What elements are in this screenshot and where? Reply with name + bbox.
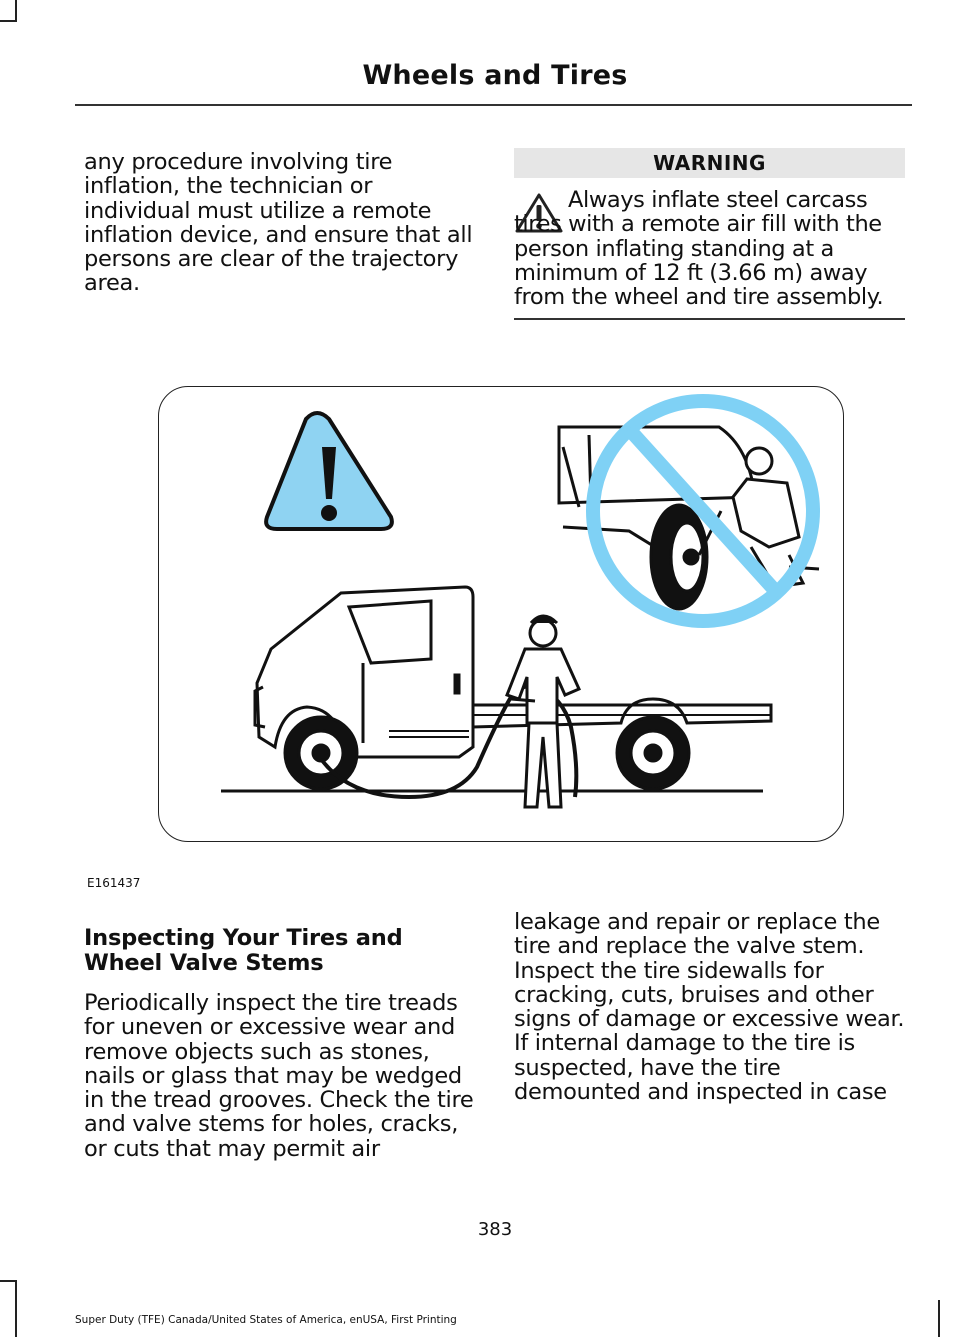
crop-mark bbox=[0, 20, 17, 22]
section-heading bbox=[84, 926, 403, 975]
crop-mark bbox=[15, 0, 17, 20]
warning-label: WARNING bbox=[514, 148, 905, 178]
warning-triangle-icon bbox=[266, 413, 392, 529]
page-number: 383 bbox=[477, 1219, 513, 1240]
section-left-column bbox=[84, 991, 476, 1161]
edition-footer: Super Duty (TFE) Canada/United States of America, enUSA, First Printing bbox=[75, 1314, 457, 1326]
crop-mark bbox=[15, 1280, 17, 1337]
crop-mark bbox=[938, 1300, 940, 1337]
section-paragraph-right: leakage and repair or replace the tire and replace the valve stem. Inspect the tire sidewalls for cracking, cuts, bruises and other signs of damage or excessive wear. If internal damage to the tire is suspected, have the tire demounted and inspected in case bbox=[514, 909, 905, 1106]
header-divider bbox=[75, 104, 912, 106]
illustration-canvas bbox=[159, 387, 844, 842]
section-right-column bbox=[514, 910, 910, 1104]
page-title: Wheels and Tires bbox=[362, 60, 628, 91]
warning-text-rest: tires with a remote air fill with the person inflating standing at a minimum of 12 ft (3.66 m) away from the wheel and tire assembly. bbox=[514, 211, 884, 311]
left-column-text bbox=[84, 150, 474, 296]
warning-text-line1: Always inflate steel carcass bbox=[568, 187, 868, 213]
tire-inflation-illustration bbox=[158, 386, 844, 842]
section-heading-line1: Inspecting Your Tires and bbox=[84, 925, 403, 951]
warning-text bbox=[514, 188, 909, 309]
section-heading-line2: Wheel Valve Stems bbox=[84, 949, 324, 976]
section-paragraph-left: Periodically inspect the tire treads for uneven or excessive wear and remove objects such as stones, nails or glass that may be wedged in the tread grooves. Check the tire and valve stems for holes, cracks, or cuts that may permit air bbox=[84, 990, 474, 1162]
figure-id: E161437 bbox=[87, 876, 141, 890]
crop-mark bbox=[0, 1280, 17, 1282]
intro-paragraph: any procedure involving tire inflation, the technician or individual must utilize a remote inflation device, and ensure that all persons are clear of the trajectory area. bbox=[84, 149, 473, 297]
warning-divider bbox=[514, 318, 905, 320]
